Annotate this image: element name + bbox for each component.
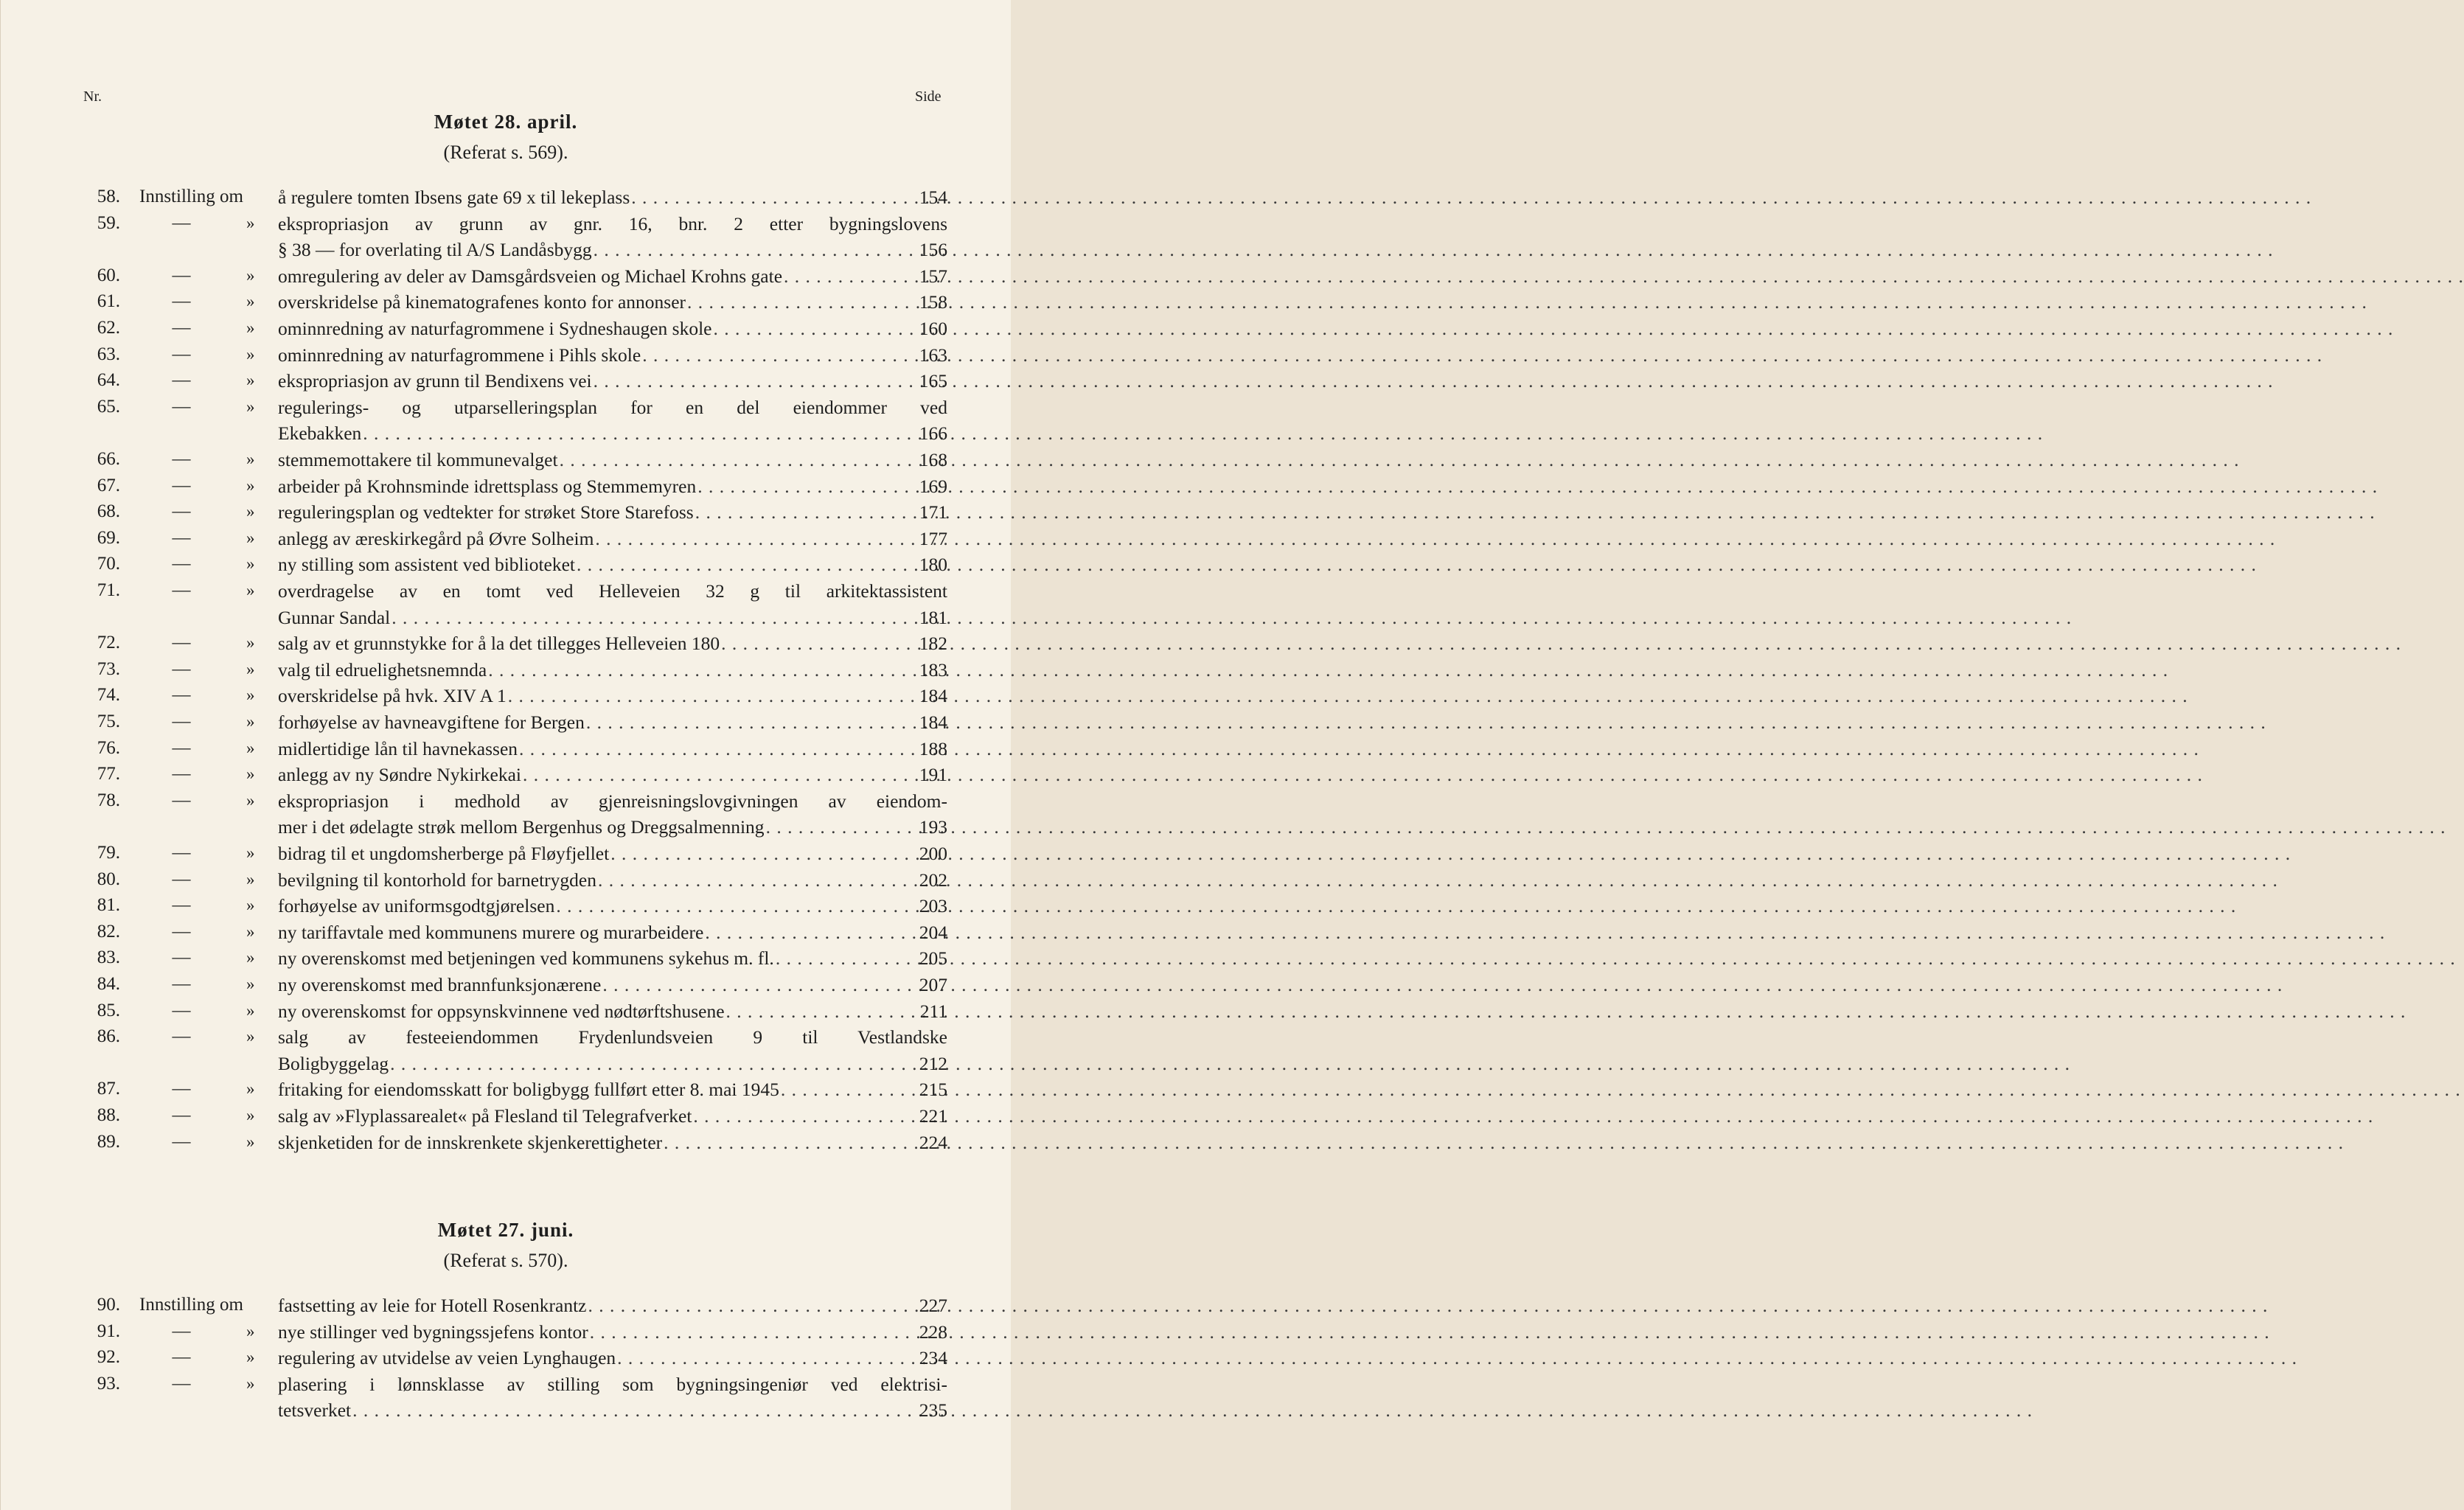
- entry-description: [278, 526, 947, 552]
- dot-leader: [609, 841, 916, 867]
- ditto-mark: »: [246, 265, 255, 285]
- dot-leader: [390, 605, 916, 631]
- ditto-mark: »: [246, 790, 255, 810]
- entry-text-line: anlegg av æreskirkegård på Øvre Solheim: [278, 527, 594, 549]
- dot-leader: [554, 893, 916, 919]
- entry-description: [278, 630, 947, 657]
- page-number: 234: [919, 1347, 947, 1369]
- ditto-dash: —: [172, 843, 191, 863]
- ditto-mark: »: [246, 1132, 255, 1151]
- ditto-mark: »: [246, 476, 255, 495]
- entry-text-line: Boligbyggelag: [278, 1052, 389, 1074]
- entry-text-line: arbeider på Krohnsminde idrettsplass og Stemmemyren: [278, 475, 697, 497]
- entry-description: [278, 1130, 947, 1156]
- page-number: 188: [919, 737, 947, 759]
- ditto-mark: »: [246, 738, 255, 757]
- entry-lead-text: Innstilling om: [139, 1295, 243, 1315]
- dot-leader: [725, 998, 917, 1025]
- ditto-dash: —: [172, 449, 191, 469]
- entry-number: 69.: [97, 527, 120, 548]
- entry-number: 91.: [97, 1321, 120, 1341]
- entry-text-line: ny overenskomst for oppsynskvinnene ved nødtørftshusene: [278, 1000, 725, 1022]
- dot-leader: [601, 972, 916, 998]
- dot-leader: [703, 919, 916, 946]
- ditto-dash: —: [172, 658, 191, 679]
- dot-leader: [575, 552, 916, 578]
- dot-leader: [389, 1051, 916, 1077]
- dot-leader: [592, 237, 916, 263]
- entry-text-line: mer i det ødelagte strøk mellom Bergenhus og Dreggsalmenning: [278, 816, 765, 838]
- dot-leader: [507, 683, 916, 709]
- entry-text-line: Gunnar Sandal: [278, 606, 391, 628]
- entry-number: 63.: [97, 344, 120, 364]
- ditto-dash: —: [172, 344, 191, 364]
- ditto-dash: —: [172, 501, 191, 522]
- ditto-mark: »: [246, 1027, 255, 1046]
- entry-number: 59.: [97, 212, 120, 233]
- ditto-dash: —: [172, 1079, 191, 1099]
- dot-leader: [692, 1103, 916, 1130]
- ditto-dash: —: [172, 1000, 191, 1020]
- dot-leader: [696, 473, 916, 500]
- entry-description: [278, 473, 947, 500]
- entry-number: 62.: [97, 318, 120, 338]
- entry-description: [278, 578, 947, 630]
- dot-leader: [686, 289, 916, 316]
- page-number: 207: [919, 974, 947, 995]
- entry-number: 70.: [97, 554, 120, 574]
- entry-number: 84.: [97, 974, 120, 994]
- dot-leader: [518, 736, 916, 762]
- ditto-dash: —: [172, 291, 191, 312]
- entry-number: 82.: [97, 921, 120, 942]
- ditto-mark: »: [246, 1079, 255, 1099]
- page-number: 169: [919, 475, 947, 497]
- dot-leader: [361, 420, 916, 447]
- entry-text-line: plasering i lønnsklasse av stilling som bygningsingeniør ved elektrisi-: [278, 1373, 947, 1395]
- section-1-subtitle: (Referat s. 569).: [443, 142, 568, 163]
- ditto-mark: »: [246, 581, 255, 599]
- entry-description: [278, 263, 947, 290]
- ditto-mark: »: [246, 450, 255, 468]
- entry-text-line: Ekebakken: [278, 422, 362, 445]
- ditto-mark: »: [246, 765, 255, 784]
- entry-text-line: ekspropriasjon av grunn til Bendixens vei: [278, 370, 592, 392]
- ditto-mark: »: [246, 686, 255, 705]
- ditto-dash: —: [172, 1131, 191, 1152]
- ditto-mark: »: [246, 213, 255, 232]
- entry-lead-text: Innstilling om: [139, 187, 243, 206]
- ditto-mark: »: [246, 948, 255, 967]
- dot-leader: [630, 184, 916, 211]
- entry-text-line: bidrag til et ungdomsherberge på Fløyfjellet: [278, 843, 610, 864]
- entry-text-line: overskridelse på hvk. XIV A 1: [278, 685, 507, 707]
- ditto-dash: —: [172, 396, 191, 417]
- entry-number: 81.: [97, 895, 120, 916]
- entry-text-line: ny overenskomst med betjeningen ved kommunens sykehus m. fl.: [278, 947, 774, 970]
- entry-number: 73.: [97, 658, 120, 679]
- ditto-dash: —: [172, 633, 191, 653]
- entry-description: [278, 762, 947, 788]
- page-number: 228: [919, 1321, 947, 1343]
- ditto-mark: »: [246, 1001, 255, 1020]
- entry-text-line: § 38 — for overlating til A/S Landåsbygg: [278, 239, 592, 261]
- column-header-nr: Nr.: [83, 88, 102, 105]
- entry-text-line: ekspropriasjon i medhold av gjenreisningslovgivningen av eiendom-: [278, 790, 947, 812]
- dot-leader: [720, 630, 916, 657]
- ditto-mark: »: [246, 1321, 255, 1340]
- entry-description: [278, 788, 947, 841]
- entry-number: 74.: [97, 685, 120, 706]
- entry-text-line: nye stillinger ved bygningssjefens kontor: [278, 1321, 588, 1343]
- entry-number: 83.: [97, 947, 120, 968]
- ditto-dash: —: [172, 790, 191, 810]
- entry-description: [278, 998, 947, 1025]
- document-page: [0, 0, 1011, 1510]
- dot-leader: [694, 499, 916, 526]
- ditto-dash: —: [172, 685, 191, 706]
- section-1-title: Møtet 28. april.: [434, 111, 578, 133]
- page-number: 200: [919, 843, 947, 864]
- entry-description: [278, 394, 947, 447]
- ditto-dash: —: [172, 265, 191, 285]
- entry-description: [278, 657, 947, 683]
- entry-text-line: forhøyelse av havneavgiftene for Bergen: [278, 711, 585, 733]
- entry-number: 85.: [97, 1000, 120, 1020]
- page-number: 193: [919, 816, 947, 838]
- ditto-mark: »: [246, 371, 255, 390]
- ditto-mark: »: [246, 1106, 255, 1124]
- entry-number: 58.: [97, 187, 120, 206]
- entry-text-line: tetsverket: [278, 1399, 352, 1422]
- entry-description: [278, 919, 947, 946]
- entry-text-line: ny tariffavtale med kommunens murere og murarbeidere: [278, 921, 704, 943]
- ditto-mark: »: [246, 502, 255, 521]
- page-number: 171: [919, 501, 947, 523]
- ditto-mark: »: [246, 869, 255, 888]
- entry-text-line: å regulere tomten Ibsens gate 69 x til lekeplass: [278, 187, 630, 208]
- dot-leader: [592, 368, 916, 394]
- entry-text-line: overdragelse av en tomt ved Helleveien 32 g til arkitektassistent: [278, 580, 947, 602]
- entry-description: [278, 1103, 947, 1130]
- dot-leader: [779, 1076, 916, 1103]
- entry-text-line: anlegg av ny Søndre Nykirkekai: [278, 764, 521, 786]
- ditto-mark: »: [246, 896, 255, 915]
- dot-leader: [616, 1345, 916, 1371]
- page-number: 165: [919, 370, 947, 392]
- entry-text-line: ominnredning av naturfagrommene i Pihls skole: [278, 344, 641, 366]
- entry-description: [278, 368, 947, 394]
- page-number: 204: [919, 921, 947, 943]
- page-number: 181: [919, 606, 947, 628]
- page-number: 163: [919, 344, 947, 366]
- ditto-dash: —: [172, 212, 191, 233]
- ditto-mark: »: [246, 843, 255, 862]
- entry-text-line: reguleringsplan og vedtekter for strøket Store Starefoss: [278, 501, 694, 523]
- page-number: 158: [919, 291, 947, 313]
- entry-number: 88.: [97, 1105, 120, 1125]
- entry-description: [278, 1345, 947, 1371]
- section-2-subtitle: (Referat s. 570).: [443, 1250, 568, 1271]
- page-number: 166: [919, 422, 947, 445]
- entry-description: [278, 867, 947, 894]
- entry-number: 86.: [97, 1026, 120, 1047]
- ditto-dash: —: [172, 895, 191, 916]
- entry-description: [278, 316, 947, 342]
- page-number: 212: [919, 1052, 947, 1074]
- ditto-mark: »: [246, 397, 255, 416]
- entry-text-line: fritaking for eiendomsskatt for boligbygg fullført etter 8. mai 1945: [278, 1079, 779, 1101]
- dot-leader: [765, 814, 916, 841]
- entry-description: [278, 709, 947, 736]
- ditto-mark: »: [246, 712, 255, 731]
- ditto-dash: —: [172, 947, 191, 968]
- entry-number: 66.: [97, 449, 120, 469]
- entry-text-line: omregulering av deler av Damsgårdsveien og Michael Krohns gate: [278, 265, 783, 287]
- entry-number: 76.: [97, 737, 120, 758]
- entry-number: 75.: [97, 711, 120, 731]
- page-number: 227: [919, 1295, 947, 1316]
- ditto-dash: —: [172, 1105, 191, 1125]
- entry-description: [278, 289, 947, 316]
- ditto-dash: —: [172, 370, 191, 391]
- entry-description: [278, 1024, 947, 1076]
- entry-text-line: salg av »Flyplassarealet« på Flesland til Telegrafverket: [278, 1105, 692, 1127]
- entry-number: 72.: [97, 633, 120, 653]
- entry-text-line: overskridelse på kinematografenes konto for annonser: [278, 291, 686, 313]
- entry-number: 61.: [97, 291, 120, 312]
- ditto-dash: —: [172, 921, 191, 942]
- page-number: 215: [919, 1079, 947, 1101]
- page-number: 183: [919, 658, 947, 681]
- ditto-dash: —: [172, 1347, 191, 1368]
- entry-text-line: ny stilling som assistent ved biblioteket: [278, 554, 576, 576]
- entry-description: [278, 552, 947, 578]
- entry-number: 77.: [97, 764, 120, 784]
- ditto-mark: »: [246, 319, 255, 337]
- entry-text-line: ominnredning av naturfagrommene i Sydneshaugen skole: [278, 318, 712, 339]
- ditto-mark: »: [246, 292, 255, 311]
- entry-text-line: regulerings- og utparselleringsplan for en del eiendommer ved: [278, 396, 947, 418]
- page-number: 168: [919, 449, 947, 470]
- entry-text-line: fastsetting av leie for Hotell Rosenkrantz: [278, 1295, 587, 1316]
- ditto-mark: »: [246, 528, 255, 547]
- page-number: 203: [919, 895, 947, 917]
- entry-text-line: salg av festeeiendommen Frydenlundsveien 9 til Vestlandske: [278, 1026, 947, 1048]
- entry-description: [278, 893, 947, 919]
- entry-description: [278, 945, 947, 972]
- entry-number: 60.: [97, 265, 120, 285]
- entry-number: 68.: [97, 501, 120, 522]
- dot-leader: [594, 526, 916, 552]
- dot-leader: [487, 657, 916, 683]
- entry-number: 67.: [97, 475, 120, 495]
- page-number: 221: [919, 1105, 947, 1127]
- entry-number: 92.: [97, 1347, 120, 1368]
- page-number: 224: [919, 1131, 947, 1153]
- entry-number: 93.: [97, 1373, 120, 1394]
- ditto-dash: —: [172, 580, 191, 600]
- dot-leader: [521, 762, 916, 788]
- page-number: 156: [919, 239, 947, 261]
- entry-text-line: bevilgning til kontorhold for barnetrygden: [278, 869, 596, 891]
- entry-description: [278, 1076, 947, 1103]
- dot-leader: [558, 447, 916, 473]
- dot-leader: [585, 709, 916, 736]
- ditto-mark: »: [246, 554, 255, 574]
- page-number: 160: [919, 318, 947, 339]
- entry-text-line: regulering av utvidelse av veien Lynghaugen: [278, 1347, 616, 1369]
- section-2-title: Møtet 27. juni.: [437, 1219, 574, 1241]
- page-number: 202: [919, 869, 947, 891]
- ditto-dash: —: [172, 737, 191, 758]
- ditto-mark: »: [246, 922, 255, 941]
- page-number: 180: [919, 554, 947, 576]
- ditto-dash: —: [172, 764, 191, 784]
- page-number: 235: [919, 1399, 947, 1422]
- ditto-dash: —: [172, 974, 191, 994]
- entry-number: 71.: [97, 580, 120, 600]
- ditto-dash: —: [172, 527, 191, 548]
- entry-description: [278, 499, 947, 526]
- entry-number: 79.: [97, 843, 120, 863]
- entry-description: [278, 342, 947, 369]
- ditto-dash: —: [172, 1321, 191, 1341]
- entry-text-line: forhøyelse av uniformsgodtgjørelsen: [278, 895, 555, 917]
- dot-leader: [587, 1292, 916, 1319]
- entry-text-line: stemmemottakere til kommunevalget: [278, 449, 558, 470]
- entry-number: 80.: [97, 869, 120, 889]
- dot-leader: [596, 867, 916, 894]
- entry-description: [278, 1292, 947, 1319]
- page-number: 182: [919, 633, 947, 655]
- entry-description: [278, 683, 947, 709]
- entry-text-line: ny overenskomst med brannfunksjonærene: [278, 974, 602, 995]
- ditto-mark: »: [246, 975, 255, 993]
- ditto-dash: —: [172, 475, 191, 495]
- ditto-dash: —: [172, 554, 191, 574]
- dot-leader: [662, 1130, 916, 1156]
- entry-text-line: ekspropriasjon av grunn av gnr. 16, bnr. 2 etter bygningslovens: [278, 212, 947, 234]
- dot-leader: [774, 945, 916, 972]
- page-number: 191: [919, 764, 947, 786]
- ditto-dash: —: [172, 869, 191, 889]
- page-number: 211: [919, 1000, 947, 1022]
- entry-description: [278, 972, 947, 998]
- entry-description: [278, 1319, 947, 1346]
- page-number: 205: [919, 947, 947, 970]
- entry-description: [278, 184, 947, 211]
- ditto-dash: —: [172, 1026, 191, 1047]
- entry-description: [278, 447, 947, 473]
- entry-description: [278, 211, 947, 263]
- entry-description: [278, 736, 947, 762]
- column-header-side: Side: [915, 88, 942, 105]
- page-number: 184: [919, 685, 947, 707]
- ditto-mark: »: [246, 1374, 255, 1393]
- entry-number: 65.: [97, 396, 120, 417]
- entry-text-line: valg til edruelighetsnemnda: [278, 658, 487, 681]
- page-number: 157: [919, 265, 947, 287]
- dot-leader: [782, 263, 916, 290]
- dot-leader: [351, 1397, 916, 1424]
- entry-description: [278, 1371, 947, 1424]
- entry-text-line: skjenketiden for de innskrenkete skjenkerettigheter: [278, 1131, 663, 1153]
- entry-text-line: salg av et grunnstykke for å la det tillegges Helleveien 180: [278, 633, 720, 655]
- entry-description: [278, 841, 947, 867]
- entry-number: 78.: [97, 790, 120, 810]
- page-number: 184: [919, 711, 947, 733]
- dot-leader: [588, 1319, 916, 1346]
- entry-number: 64.: [97, 370, 120, 391]
- ditto-mark: »: [246, 633, 255, 653]
- ditto-dash: —: [172, 318, 191, 338]
- ditto-dash: —: [172, 711, 191, 731]
- ditto-dash: —: [172, 1373, 191, 1394]
- page-number: 154: [919, 187, 947, 208]
- dot-leader: [641, 342, 916, 369]
- ditto-mark: »: [246, 659, 255, 678]
- dot-leader: [711, 316, 916, 342]
- page-number: 177: [919, 527, 947, 549]
- entry-text-line: midlertidige lån til havnekassen: [278, 737, 518, 759]
- entry-number: 90.: [97, 1295, 120, 1315]
- ditto-mark: »: [246, 1348, 255, 1367]
- ditto-mark: »: [246, 344, 255, 363]
- entry-number: 87.: [97, 1079, 120, 1099]
- entry-number: 89.: [97, 1131, 120, 1152]
